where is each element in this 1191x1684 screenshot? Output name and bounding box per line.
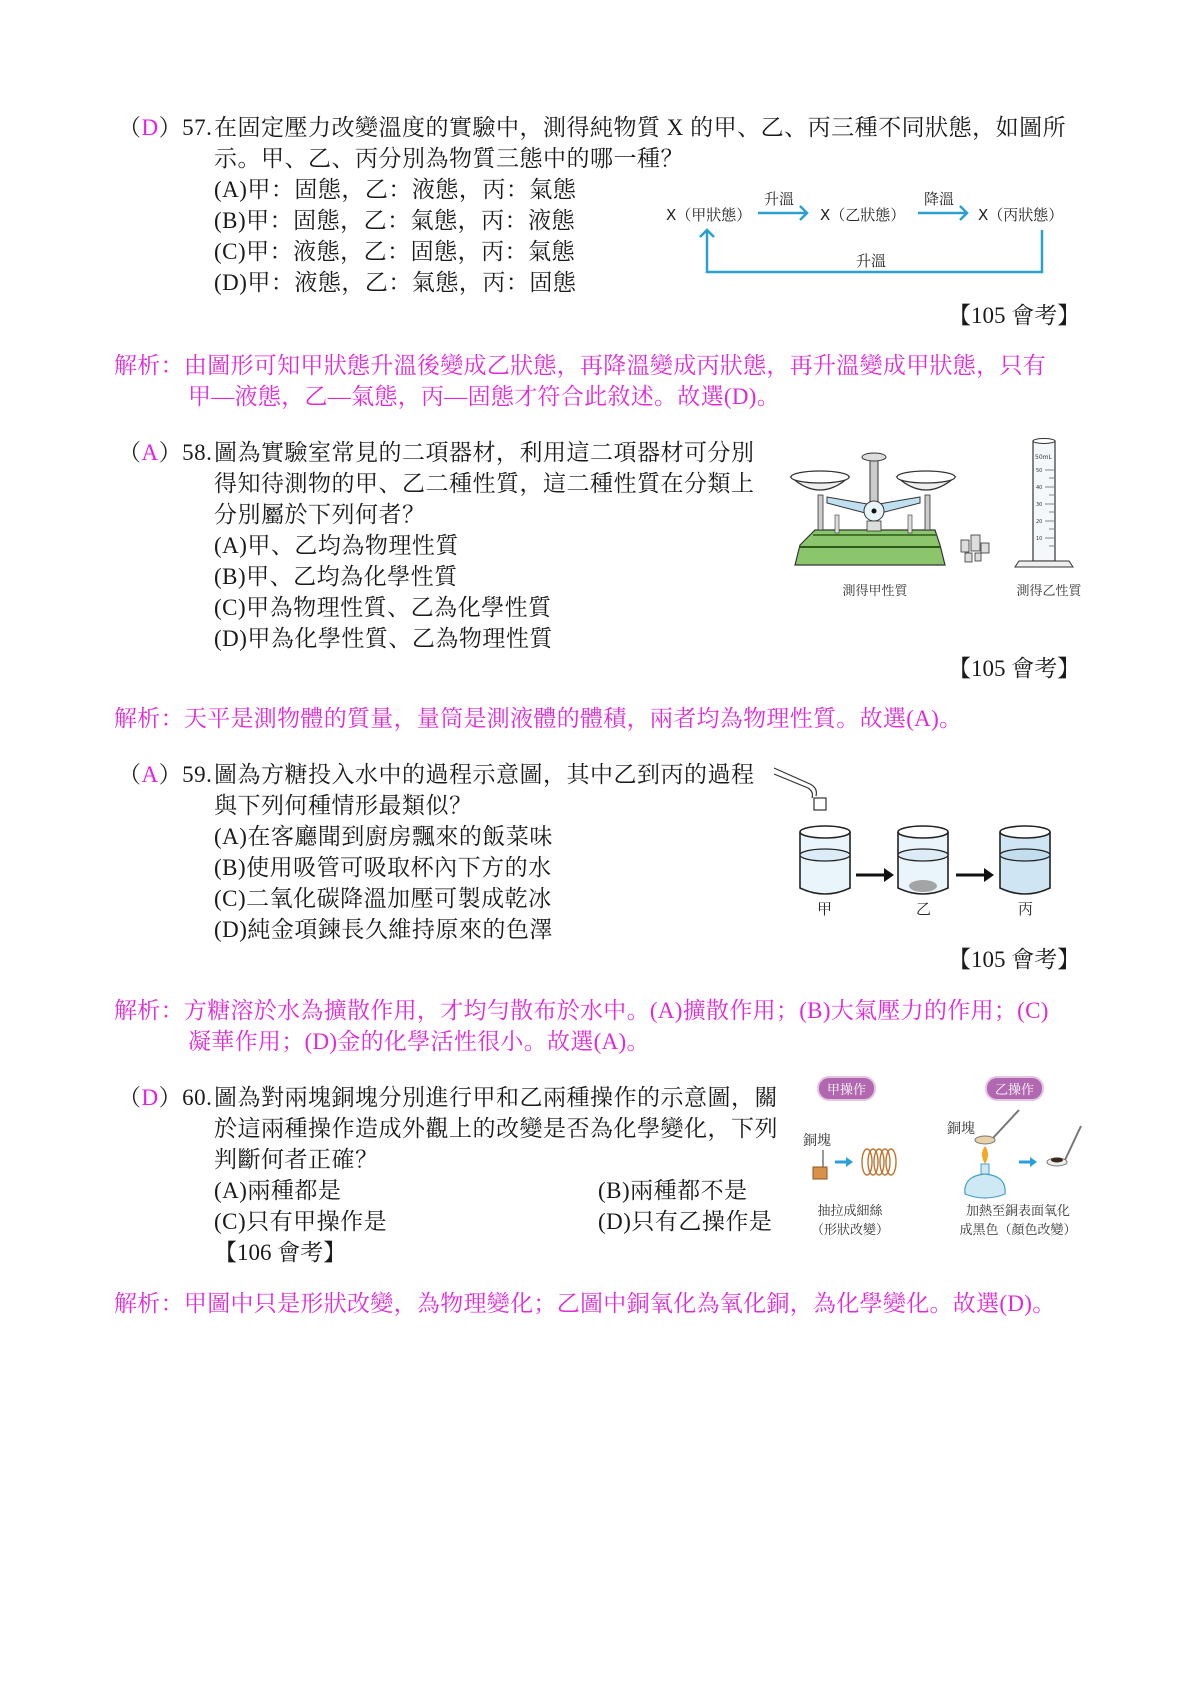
operation-a-badge: 甲操作: [817, 1076, 876, 1101]
lab-equipment-figure: [785, 435, 1095, 605]
svg-text:10: 10: [1036, 536, 1043, 542]
question-stem-line: 圖為方糖投入水中的過程示意圖，其中乙到丙的過程: [214, 762, 755, 787]
option-c: (C)甲為物理性質、乙為化學性質: [214, 595, 552, 620]
option-c: (C)甲：液態，乙：固態，丙：氣態: [214, 239, 576, 264]
question-stem-line: 示。甲、乙、丙分別為物質三態中的哪一種？: [214, 146, 684, 171]
question-stem-line: 分別屬於下列何者？: [214, 502, 426, 527]
option-a: (A)甲、乙均為物理性質: [214, 533, 459, 558]
explanation-line: 解析：方糖溶於水為擴散作用，才均勻散布於水中。(A)擴散作用；(B)大氣壓力的作用；(C): [114, 998, 1049, 1023]
question-stem-line: 與下列何種情形最類似？: [214, 793, 473, 818]
option-b: (B)使用吸管可吸取杯內下方的水: [214, 855, 552, 880]
exam-source: 【106 會考】: [214, 1240, 347, 1265]
svg-text:20: 20: [1036, 519, 1043, 525]
question-header: （A）59.: [118, 762, 213, 787]
caption-cylinder: 測得乙性質: [1016, 584, 1082, 599]
explanation-line: 凝華作用；(D)金的化學活性很小。故選(A)。: [188, 1029, 650, 1054]
option-b: (B)兩種都不是: [598, 1178, 748, 1203]
option-c: (C)二氧化碳降溫加壓可製成乾冰: [214, 886, 552, 911]
copper-block-label: 銅塊: [947, 1121, 975, 1137]
svg-text:50: 50: [1036, 468, 1043, 474]
option-d: (D)只有乙操作是: [598, 1209, 773, 1234]
state-b-label: X（乙狀態）: [820, 206, 906, 224]
copper-operations-figure: [795, 1072, 1095, 1242]
exam-source: 【105 會考】: [948, 656, 1081, 681]
question-header: （D）60.: [118, 1085, 213, 1110]
arrow-label-heat: 升溫: [764, 190, 795, 208]
answer-letter: D: [141, 115, 159, 140]
question-stem-line: 圖為對兩塊銅塊分別進行甲和乙兩種操作的示意圖，關: [214, 1085, 778, 1110]
option-d: (D)甲為化學性質、乙為物理性質: [214, 626, 553, 651]
state-a-label: X（甲狀態）: [666, 206, 752, 224]
option-c: (C)只有甲操作是: [214, 1209, 388, 1234]
option-b: (B)甲、乙均為化學性質: [214, 564, 458, 589]
copper-block-label: 銅塊: [803, 1133, 831, 1149]
state-c-label: X（丙狀態）: [978, 206, 1064, 224]
question-stem-line: 得知待測物的甲、乙二種性質，這二種性質在分類上: [214, 471, 755, 496]
beaker-label-b: 乙: [916, 900, 932, 918]
question-stem-line: 圖為實驗室常見的二項器材，利用這二項器材可分別: [214, 440, 755, 465]
exam-source: 【105 會考】: [948, 947, 1081, 972]
question-header: （D）57.: [118, 115, 213, 140]
answer-letter: A: [141, 440, 159, 465]
question-number: 57.: [182, 115, 213, 140]
explanation-line: 解析：天平是測物體的質量，量筒是測液體的體積，兩者均為物理性質。故選(A)。: [114, 706, 963, 731]
explanation-line: 解析：甲圖中只是形狀改變，為物理變化；乙圖中銅氧化為氧化銅，為化學變化。故選(D)。: [114, 1291, 1056, 1316]
option-a: (A)在客廳聞到廚房飄來的飯菜味: [214, 824, 553, 849]
arrow-label-heat-return: 升溫: [856, 252, 887, 270]
exam-source: 【105 會考】: [948, 303, 1081, 328]
state-transition-diagram: [660, 180, 1080, 280]
option-b: (B)甲：固態，乙：氣態，丙：液態: [214, 208, 576, 233]
beaker-label-a: 甲: [817, 900, 833, 918]
sugar-dissolving-figure: [770, 760, 1090, 920]
option-a: (A)兩種都是: [214, 1178, 342, 1203]
question-number: 60.: [182, 1085, 213, 1110]
beakers-icon: [770, 760, 1090, 900]
svg-text:30: 30: [1036, 502, 1043, 508]
question-stem-line: 判斷何者正確？: [214, 1147, 379, 1172]
explanation-line: 甲—液態，乙—氣態，丙—固態才符合此敘述。故選(D)。: [188, 384, 781, 409]
operation-b-badge: 乙操作: [985, 1076, 1044, 1101]
svg-text:50mL: 50mL: [1035, 454, 1052, 461]
caption-operation-a: 抽拉成細絲 （形狀改變）: [810, 1204, 889, 1238]
svg-text:40: 40: [1036, 485, 1043, 491]
question-number: 59.: [182, 762, 213, 787]
beaker-label-c: 丙: [1018, 900, 1034, 918]
question-stem-line: 於這兩種操作造成外觀上的改變是否為化學變化，下列: [214, 1116, 778, 1141]
option-d: (D)甲：液態，乙：氣態，丙：固態: [214, 270, 577, 295]
question-stem-line: 在固定壓力改變溫度的實驗中，測得純物質 X 的甲、乙、丙三種不同狀態，如圖所: [214, 115, 1067, 140]
answer-letter: A: [141, 762, 159, 787]
question-number: 58.: [182, 440, 213, 465]
caption-balance: 測得甲性質: [842, 584, 908, 599]
question-header: （A）58.: [118, 440, 213, 465]
graduated-cylinder-icon: [1013, 435, 1093, 585]
caption-operation-b: 加熱至銅表面氧化 成黑色（顏色改變）: [959, 1204, 1077, 1238]
option-a: (A)甲：固態，乙：液態，丙：氣態: [214, 177, 577, 202]
explanation-line: 解析：由圖形可知甲狀態升溫後變成乙狀態，再降溫變成丙狀態，再升溫變成甲狀態，只有: [114, 353, 1046, 378]
copper-process-icon: [795, 1092, 1095, 1212]
answer-letter: D: [141, 1085, 159, 1110]
option-d: (D)純金項鍊長久維持原來的色澤: [214, 917, 553, 942]
arrow-label-cool: 降溫: [924, 190, 955, 208]
